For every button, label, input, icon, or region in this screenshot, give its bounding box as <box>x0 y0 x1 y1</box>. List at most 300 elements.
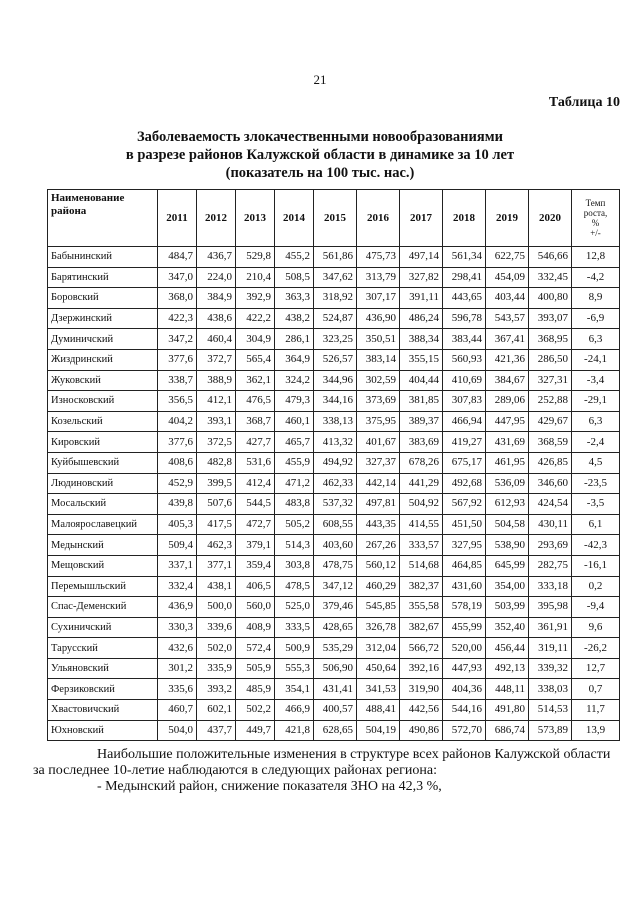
value-cell-2016: 313,79 <box>357 267 400 288</box>
value-cell-2016: 267,26 <box>357 535 400 556</box>
value-cell-2016: 341,53 <box>357 679 400 700</box>
table-row <box>48 617 620 638</box>
table-row <box>48 473 620 494</box>
value-cell-2012: 462,3 <box>197 535 236 556</box>
growth-rate-cell: 6,3 <box>572 411 620 432</box>
value-cell-2013: 422,2 <box>236 308 275 329</box>
table-row <box>48 247 620 268</box>
value-cell-2014: 466,9 <box>275 700 314 721</box>
value-cell-2016: 497,81 <box>357 494 400 515</box>
value-cell-2018: 451,50 <box>443 514 486 535</box>
value-cell-2017: 382,67 <box>400 617 443 638</box>
rate-header-line-1: Темп <box>585 198 606 208</box>
value-cell-2018: 464,85 <box>443 555 486 576</box>
value-cell-2020: 327,31 <box>529 370 572 391</box>
title-line-2: в разрезе районов Калужской области в динамике за 10 лет <box>125 147 515 163</box>
value-cell-2020: 368,95 <box>529 329 572 350</box>
value-cell-2014: 438,2 <box>275 308 314 329</box>
value-cell-2020: 319,11 <box>529 638 572 659</box>
value-cell-2016: 475,73 <box>357 247 400 268</box>
value-cell-2011: 377,6 <box>158 349 197 370</box>
value-cell-2014: 508,5 <box>275 267 314 288</box>
value-cell-2012: 372,5 <box>197 432 236 453</box>
value-cell-2019: 421,36 <box>486 349 529 370</box>
value-cell-2018: 419,27 <box>443 432 486 453</box>
value-cell-2017: 442,56 <box>400 700 443 721</box>
value-cell-2018: 567,92 <box>443 494 486 515</box>
value-cell-2013: 572,4 <box>236 638 275 659</box>
name-header-line-1: Наименование <box>51 192 125 204</box>
value-cell-2020: 400,80 <box>529 288 572 309</box>
value-cell-2013: 529,8 <box>236 247 275 268</box>
value-cell-2017: 355,58 <box>400 597 443 618</box>
growth-rate-header <box>572 190 620 247</box>
value-cell-2017: 497,14 <box>400 247 443 268</box>
value-cell-2016: 383,14 <box>357 349 400 370</box>
district-name-cell: Хвастовичский <box>48 700 158 721</box>
value-cell-2013: 427,7 <box>236 432 275 453</box>
value-cell-2015: 344,16 <box>314 391 357 412</box>
value-cell-2014: 483,8 <box>275 494 314 515</box>
value-cell-2011: 356,5 <box>158 391 197 412</box>
value-cell-2020: 429,67 <box>529 411 572 432</box>
value-cell-2013: 210,4 <box>236 267 275 288</box>
district-name-cell: Людиновский <box>48 473 158 494</box>
value-cell-2020: 393,07 <box>529 308 572 329</box>
value-cell-2018: 578,19 <box>443 597 486 618</box>
value-cell-2015: 535,29 <box>314 638 357 659</box>
value-cell-2018: 447,93 <box>443 658 486 679</box>
value-cell-2018: 492,68 <box>443 473 486 494</box>
value-cell-2013: 476,5 <box>236 391 275 412</box>
growth-rate-cell: -3,5 <box>572 494 620 515</box>
value-cell-2014: 505,2 <box>275 514 314 535</box>
district-name-cell: Сухиничский <box>48 617 158 638</box>
value-cell-2020: 395,98 <box>529 597 572 618</box>
value-cell-2011: 439,8 <box>158 494 197 515</box>
value-cell-2019: 645,99 <box>486 555 529 576</box>
value-cell-2016: 460,29 <box>357 576 400 597</box>
district-name-cell: Кировский <box>48 432 158 453</box>
value-cell-2015: 462,33 <box>314 473 357 494</box>
value-cell-2011: 452,9 <box>158 473 197 494</box>
district-name-cell: Ульяновский <box>48 658 158 679</box>
value-cell-2018: 298,41 <box>443 267 486 288</box>
value-cell-2020: 361,91 <box>529 617 572 638</box>
value-cell-2015: 494,92 <box>314 452 357 473</box>
value-cell-2011: 301,2 <box>158 658 197 679</box>
value-cell-2017: 678,26 <box>400 452 443 473</box>
district-name-cell: Спас-Деменский <box>48 597 158 618</box>
district-name-cell: Дзержинский <box>48 308 158 329</box>
district-name-cell: Ферзиковский <box>48 679 158 700</box>
value-cell-2011: 405,3 <box>158 514 197 535</box>
value-cell-2017: 333,57 <box>400 535 443 556</box>
table-row <box>48 658 620 679</box>
value-cell-2016: 450,64 <box>357 658 400 679</box>
value-cell-2019: 622,75 <box>486 247 529 268</box>
value-cell-2015: 347,12 <box>314 576 357 597</box>
value-cell-2016: 375,95 <box>357 411 400 432</box>
year-header-2011: 2011 <box>158 190 197 247</box>
value-cell-2019: 456,44 <box>486 638 529 659</box>
district-name-cell: Мещовский <box>48 555 158 576</box>
table-row <box>48 679 620 700</box>
summary-list-item: - Медынский район, снижение показателя ЗНО на 42,3 %, <box>97 779 442 794</box>
value-cell-2020: 282,75 <box>529 555 572 576</box>
name-header-line-2: района <box>51 205 87 217</box>
value-cell-2019: 538,90 <box>486 535 529 556</box>
district-name-cell: Малоярославецкий <box>48 514 158 535</box>
value-cell-2012: 438,1 <box>197 576 236 597</box>
district-name-cell: Думиничский <box>48 329 158 350</box>
value-cell-2013: 472,7 <box>236 514 275 535</box>
value-cell-2016: 327,37 <box>357 452 400 473</box>
table-row <box>48 597 620 618</box>
value-cell-2014: 471,2 <box>275 473 314 494</box>
value-cell-2011: 330,3 <box>158 617 197 638</box>
value-cell-2013: 531,6 <box>236 452 275 473</box>
value-cell-2020: 252,88 <box>529 391 572 412</box>
table-row <box>48 452 620 473</box>
value-cell-2020: 293,69 <box>529 535 572 556</box>
growth-rate-cell: -16,1 <box>572 555 620 576</box>
value-cell-2017: 391,11 <box>400 288 443 309</box>
value-cell-2015: 347,62 <box>314 267 357 288</box>
value-cell-2014: 324,2 <box>275 370 314 391</box>
value-cell-2012: 412,1 <box>197 391 236 412</box>
value-cell-2011: 436,9 <box>158 597 197 618</box>
value-cell-2017: 382,37 <box>400 576 443 597</box>
value-cell-2011: 408,6 <box>158 452 197 473</box>
growth-rate-cell: 6,3 <box>572 329 620 350</box>
growth-rate-cell: 6,1 <box>572 514 620 535</box>
growth-rate-cell: -9,4 <box>572 597 620 618</box>
value-cell-2020: 368,59 <box>529 432 572 453</box>
value-cell-2019: 536,09 <box>486 473 529 494</box>
value-cell-2017: 389,37 <box>400 411 443 432</box>
value-cell-2013: 449,7 <box>236 720 275 741</box>
value-cell-2012: 393,2 <box>197 679 236 700</box>
value-cell-2013: 502,2 <box>236 700 275 721</box>
value-cell-2014: 333,5 <box>275 617 314 638</box>
rate-header-line-3: % <box>591 218 600 228</box>
value-cell-2016: 401,67 <box>357 432 400 453</box>
value-cell-2013: 505,9 <box>236 658 275 679</box>
value-cell-2012: 417,5 <box>197 514 236 535</box>
table-title <box>0 128 640 182</box>
district-name-cell: Юхновский <box>48 720 158 741</box>
value-cell-2018: 410,69 <box>443 370 486 391</box>
value-cell-2018: 466,94 <box>443 411 486 432</box>
value-cell-2014: 421,8 <box>275 720 314 741</box>
table-row <box>48 555 620 576</box>
page-number: 21 <box>313 72 327 87</box>
district-name-header <box>48 190 158 247</box>
value-cell-2012: 437,7 <box>197 720 236 741</box>
value-cell-2015: 561,86 <box>314 247 357 268</box>
district-name-cell: Боровский <box>48 288 158 309</box>
value-cell-2016: 350,51 <box>357 329 400 350</box>
value-cell-2018: 596,78 <box>443 308 486 329</box>
value-cell-2017: 404,44 <box>400 370 443 391</box>
value-cell-2016: 373,69 <box>357 391 400 412</box>
value-cell-2014: 555,3 <box>275 658 314 679</box>
value-cell-2018: 443,65 <box>443 288 486 309</box>
value-cell-2013: 359,4 <box>236 555 275 576</box>
table-row <box>48 494 620 515</box>
value-cell-2012: 388,9 <box>197 370 236 391</box>
value-cell-2017: 388,34 <box>400 329 443 350</box>
district-name-cell: Куйбышевский <box>48 452 158 473</box>
growth-rate-cell: -24,1 <box>572 349 620 370</box>
table-row <box>48 349 620 370</box>
value-cell-2011: 422,3 <box>158 308 197 329</box>
value-cell-2012: 372,7 <box>197 349 236 370</box>
value-cell-2020: 426,85 <box>529 452 572 473</box>
value-cell-2016: 560,12 <box>357 555 400 576</box>
table-header-row <box>48 190 620 247</box>
value-cell-2013: 544,5 <box>236 494 275 515</box>
value-cell-2020: 339,32 <box>529 658 572 679</box>
value-cell-2020: 424,54 <box>529 494 572 515</box>
year-header-2018: 2018 <box>443 190 486 247</box>
table-row <box>48 391 620 412</box>
district-name-cell: Медынский <box>48 535 158 556</box>
value-cell-2016: 442,14 <box>357 473 400 494</box>
value-cell-2016: 488,41 <box>357 700 400 721</box>
growth-rate-cell: 13,9 <box>572 720 620 741</box>
growth-rate-cell: -26,2 <box>572 638 620 659</box>
value-cell-2018: 404,36 <box>443 679 486 700</box>
value-cell-2015: 524,87 <box>314 308 357 329</box>
value-cell-2016: 545,85 <box>357 597 400 618</box>
value-cell-2019: 367,41 <box>486 329 529 350</box>
value-cell-2012: 384,9 <box>197 288 236 309</box>
value-cell-2017: 319,90 <box>400 679 443 700</box>
table-row <box>48 308 620 329</box>
rate-header-line-2: роста, <box>583 208 608 218</box>
growth-rate-cell: 4,5 <box>572 452 620 473</box>
district-name-cell: Износковский <box>48 391 158 412</box>
value-cell-2015: 338,13 <box>314 411 357 432</box>
year-header-2015: 2015 <box>314 190 357 247</box>
value-cell-2018: 431,60 <box>443 576 486 597</box>
district-name-cell: Бабынинский <box>48 247 158 268</box>
growth-rate-cell: -2,4 <box>572 432 620 453</box>
value-cell-2013: 304,9 <box>236 329 275 350</box>
value-cell-2020: 338,03 <box>529 679 572 700</box>
value-cell-2017: 566,72 <box>400 638 443 659</box>
table-row <box>48 638 620 659</box>
value-cell-2011: 347,2 <box>158 329 197 350</box>
value-cell-2011: 347,0 <box>158 267 197 288</box>
value-cell-2016: 326,78 <box>357 617 400 638</box>
value-cell-2016: 302,59 <box>357 370 400 391</box>
value-cell-2012: 335,9 <box>197 658 236 679</box>
value-cell-2015: 344,96 <box>314 370 357 391</box>
growth-rate-cell: -42,3 <box>572 535 620 556</box>
value-cell-2011: 377,6 <box>158 432 197 453</box>
value-cell-2012: 339,6 <box>197 617 236 638</box>
value-cell-2020: 546,66 <box>529 247 572 268</box>
table-row <box>48 288 620 309</box>
value-cell-2011: 337,1 <box>158 555 197 576</box>
value-cell-2018: 572,70 <box>443 720 486 741</box>
value-cell-2019: 454,09 <box>486 267 529 288</box>
value-cell-2015: 431,41 <box>314 679 357 700</box>
value-cell-2012: 438,6 <box>197 308 236 329</box>
table-row <box>48 700 620 721</box>
value-cell-2019: 403,44 <box>486 288 529 309</box>
value-cell-2020: 514,53 <box>529 700 572 721</box>
value-cell-2013: 392,9 <box>236 288 275 309</box>
value-cell-2012: 502,0 <box>197 638 236 659</box>
title-line-3: (показатель на 100 тыс. нас.) <box>225 165 415 181</box>
value-cell-2014: 479,3 <box>275 391 314 412</box>
value-cell-2019: 384,67 <box>486 370 529 391</box>
value-cell-2012: 602,1 <box>197 700 236 721</box>
value-cell-2014: 514,3 <box>275 535 314 556</box>
value-cell-2015: 428,65 <box>314 617 357 638</box>
value-cell-2019: 504,58 <box>486 514 529 535</box>
table-body <box>48 247 620 741</box>
value-cell-2014: 455,2 <box>275 247 314 268</box>
value-cell-2012: 507,6 <box>197 494 236 515</box>
value-cell-2011: 332,4 <box>158 576 197 597</box>
value-cell-2019: 492,13 <box>486 658 529 679</box>
value-cell-2017: 486,24 <box>400 308 443 329</box>
value-cell-2018: 675,17 <box>443 452 486 473</box>
value-cell-2014: 455,9 <box>275 452 314 473</box>
table-row <box>48 514 620 535</box>
value-cell-2011: 504,0 <box>158 720 197 741</box>
value-cell-2020: 332,45 <box>529 267 572 288</box>
summary-paragraph: Наибольшие положительные изменения в структуре всех районов Калужской области за последнее 10-летие наблюдаются в следующих районах региона: <box>33 747 611 778</box>
value-cell-2017: 327,82 <box>400 267 443 288</box>
value-cell-2019: 448,11 <box>486 679 529 700</box>
growth-rate-cell: -23,5 <box>572 473 620 494</box>
value-cell-2015: 403,60 <box>314 535 357 556</box>
growth-rate-cell: -4,2 <box>572 267 620 288</box>
table-row <box>48 535 620 556</box>
growth-rate-cell: 9,6 <box>572 617 620 638</box>
value-cell-2019: 612,93 <box>486 494 529 515</box>
year-header-2012: 2012 <box>197 190 236 247</box>
value-cell-2019: 289,06 <box>486 391 529 412</box>
value-cell-2017: 514,68 <box>400 555 443 576</box>
value-cell-2018: 327,95 <box>443 535 486 556</box>
value-cell-2015: 628,65 <box>314 720 357 741</box>
table-label: Таблица 10 <box>548 95 620 110</box>
value-cell-2018: 520,00 <box>443 638 486 659</box>
morbidity-table <box>47 189 620 741</box>
value-cell-2013: 368,7 <box>236 411 275 432</box>
value-cell-2019: 352,40 <box>486 617 529 638</box>
value-cell-2012: 393,1 <box>197 411 236 432</box>
year-header-2016: 2016 <box>357 190 400 247</box>
value-cell-2017: 414,55 <box>400 514 443 535</box>
value-cell-2014: 286,1 <box>275 329 314 350</box>
growth-rate-cell: -6,9 <box>572 308 620 329</box>
value-cell-2012: 377,1 <box>197 555 236 576</box>
value-cell-2011: 338,7 <box>158 370 197 391</box>
district-name-cell: Козельский <box>48 411 158 432</box>
value-cell-2016: 307,17 <box>357 288 400 309</box>
value-cell-2012: 436,7 <box>197 247 236 268</box>
title-line-1: Заболеваемость злокачественными новообразованиями <box>137 129 503 145</box>
value-cell-2014: 364,9 <box>275 349 314 370</box>
value-cell-2015: 478,75 <box>314 555 357 576</box>
growth-rate-cell: 12,7 <box>572 658 620 679</box>
value-cell-2014: 363,3 <box>275 288 314 309</box>
value-cell-2013: 406,5 <box>236 576 275 597</box>
table-row <box>48 720 620 741</box>
value-cell-2019: 686,74 <box>486 720 529 741</box>
growth-rate-cell: 11,7 <box>572 700 620 721</box>
year-header-2019: 2019 <box>486 190 529 247</box>
value-cell-2015: 608,55 <box>314 514 357 535</box>
value-cell-2013: 379,1 <box>236 535 275 556</box>
value-cell-2017: 441,29 <box>400 473 443 494</box>
value-cell-2018: 455,99 <box>443 617 486 638</box>
value-cell-2015: 323,25 <box>314 329 357 350</box>
value-cell-2015: 318,92 <box>314 288 357 309</box>
value-cell-2019: 543,57 <box>486 308 529 329</box>
value-cell-2015: 400,57 <box>314 700 357 721</box>
value-cell-2018: 561,34 <box>443 247 486 268</box>
year-header-2014: 2014 <box>275 190 314 247</box>
value-cell-2012: 399,5 <box>197 473 236 494</box>
year-header-2020: 2020 <box>529 190 572 247</box>
district-name-cell: Мосальский <box>48 494 158 515</box>
value-cell-2018: 383,44 <box>443 329 486 350</box>
value-cell-2020: 573,89 <box>529 720 572 741</box>
value-cell-2017: 504,92 <box>400 494 443 515</box>
value-cell-2012: 482,8 <box>197 452 236 473</box>
value-cell-2019: 447,95 <box>486 411 529 432</box>
value-cell-2013: 565,4 <box>236 349 275 370</box>
value-cell-2014: 525,0 <box>275 597 314 618</box>
value-cell-2011: 484,7 <box>158 247 197 268</box>
value-cell-2020: 333,18 <box>529 576 572 597</box>
value-cell-2020: 346,60 <box>529 473 572 494</box>
value-cell-2018: 307,83 <box>443 391 486 412</box>
district-name-cell: Жуковский <box>48 370 158 391</box>
growth-rate-cell: -29,1 <box>572 391 620 412</box>
value-cell-2015: 413,32 <box>314 432 357 453</box>
value-cell-2014: 500,9 <box>275 638 314 659</box>
value-cell-2017: 490,86 <box>400 720 443 741</box>
growth-rate-cell: -3,4 <box>572 370 620 391</box>
value-cell-2018: 544,16 <box>443 700 486 721</box>
value-cell-2013: 408,9 <box>236 617 275 638</box>
value-cell-2014: 478,5 <box>275 576 314 597</box>
value-cell-2013: 485,9 <box>236 679 275 700</box>
table-row <box>48 329 620 350</box>
year-header-2013: 2013 <box>236 190 275 247</box>
value-cell-2011: 335,6 <box>158 679 197 700</box>
table-row <box>48 411 620 432</box>
value-cell-2017: 381,85 <box>400 391 443 412</box>
value-cell-2018: 560,93 <box>443 349 486 370</box>
value-cell-2014: 460,1 <box>275 411 314 432</box>
value-cell-2015: 379,46 <box>314 597 357 618</box>
value-cell-2012: 460,4 <box>197 329 236 350</box>
district-name-cell: Перемышльский <box>48 576 158 597</box>
value-cell-2017: 392,16 <box>400 658 443 679</box>
table-row <box>48 432 620 453</box>
